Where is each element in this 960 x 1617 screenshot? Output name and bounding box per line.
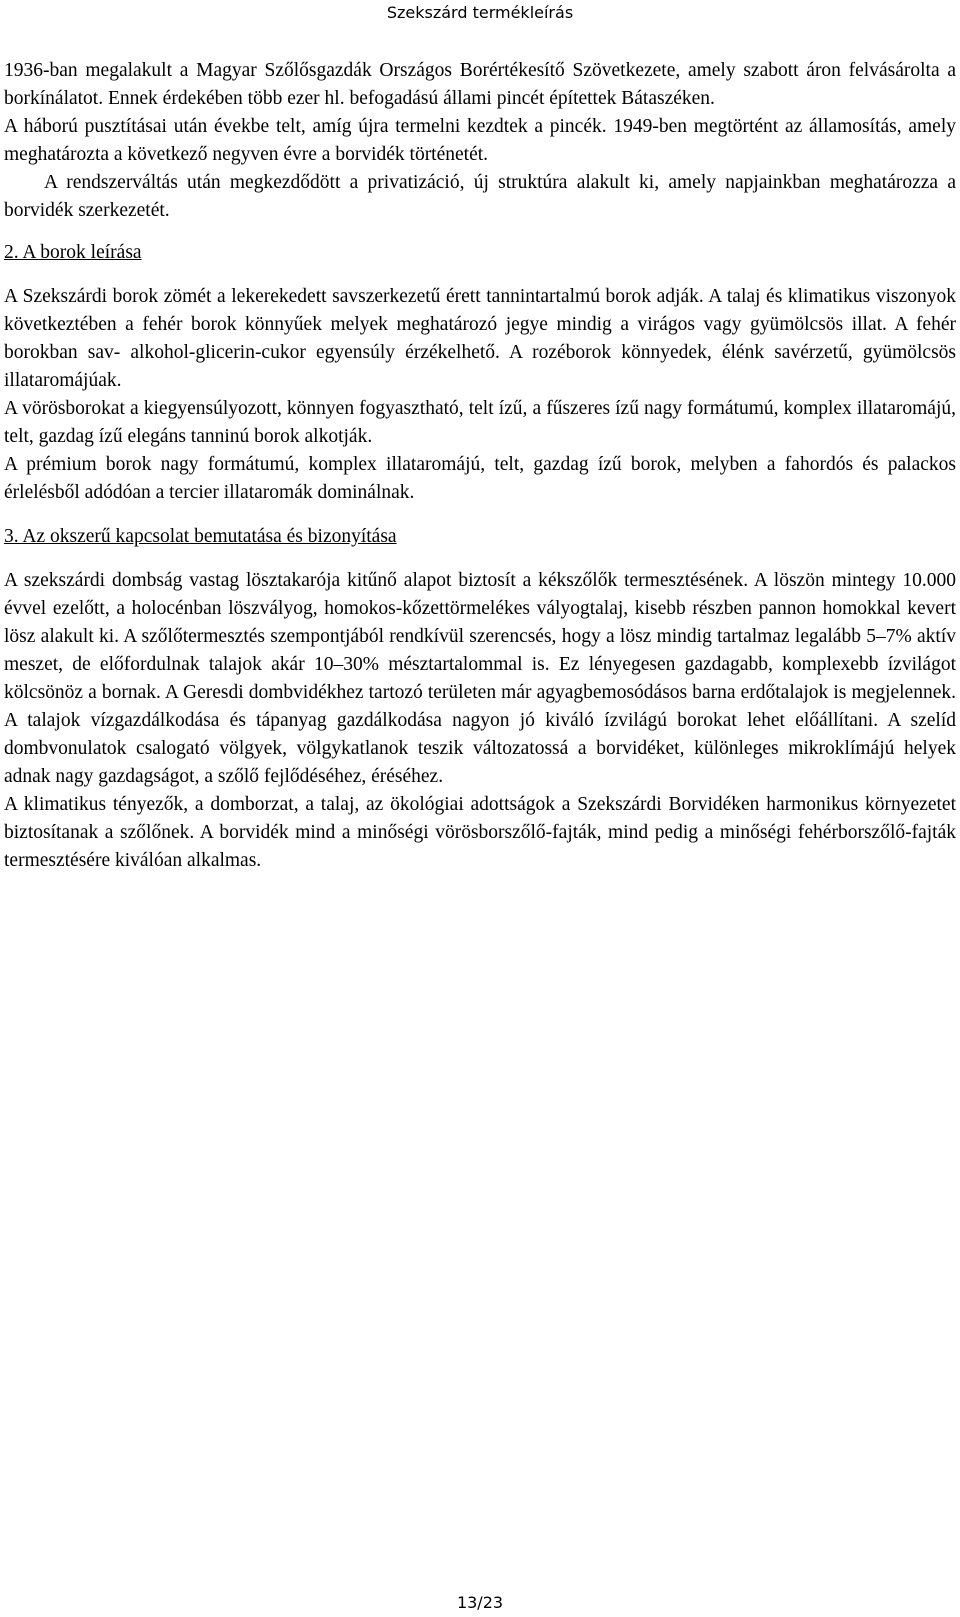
document-body xyxy=(4,57,956,875)
page-header-title: Szekszárd termékleírás xyxy=(386,3,574,22)
paragraph-history-3: A rendszerváltás után megkezdődött a privatizáció, új struktúra alakult ki, amely napjainkban meghatározza a borvidék szerkezetét. xyxy=(4,172,956,221)
paragraph-wine-description-1: A Szekszárdi borok zömét a lekerekedett savszerkezetű érett tannintartalmú borok adják. A talaj és klimatikus viszonyok következtében a fehér borok könnyűek melyek meghatározó jegye mindig a virágos vagy gyümölcsös illat. A fehér borokban sav- alkohol-glicerin-cukor egyensúly érzékelhető. A rozéborok könnyedek, élénk savérzetű, gyümölcsös illataromájúak. xyxy=(4,286,956,391)
paragraph-causal-link-2: A klimatikus tényezők, a domborzat, a talaj, az ökológiai adottságok a Szekszárdi Borvidéken harmonikus környezetet biztosítanak a szőlőnek. A borvidék mind a minőségi vörösborszőlő-fajták, mind pedig a minőségi fehérborszőlő-fajták termesztésére kiválóan alkalmas. xyxy=(4,794,956,871)
paragraph-wine-description-2: A vörösborokat a kiegyensúlyozott, könnyen fogyasztható, telt ízű, a fűszeres ízű nagy formátumú, komplex illataromájú, telt, gazdag ízű elegáns tanninú borok alkotják. xyxy=(4,398,956,447)
section-heading-causal-link: 3. Az okszerű kapcsolat bemutatása és bizonyítása xyxy=(4,526,397,547)
paragraph-causal-link-1: A szekszárdi dombság vastag lösztakarója kitűnő alapot biztosít a kékszőlők termesztésének. A löszön mintegy 10.000 évvel ezelőtt, a holocénban löszvályog, homokos-kőzettörmelékes vályogtalaj, kisebb részben pannon homokkal kevert lösz alakult ki. A szőlőtermesztés szempontjából rendkívül szerencsés, hogy a lösz mindig tartalmaz legalább 5–7% aktív meszet, de előfordulnak talajok akár 10–30% mésztartalommal is. Ez lényegesen gazdagabb, komplexebb ízvilágot kölcsönöz a bornak. A Geresdi dombvidékhez tartozó területen már agyagbemosódásos barna erdőtalajok is megjelennek. A talajok vízgazdálkodása és tápanyag gazdálkodása nagyon jó kiváló ízvilágú borokat lehet előállítani. A szelíd dombvonulatok csalogató völgyek, völgykatlanok teszik változatossá a borvidéket, különleges mikroklímájú helyek adnak nagy gazdagságot, a szőlő fejlődéséhez, éréséhez. xyxy=(4,570,956,787)
paragraph-wine-description-3: A prémium borok nagy formátumú, komplex illataromájú, telt, gazdag ízű borok, melyben a fahordós és palackos érlelésből adódóan a tercier illataromák dominálnak. xyxy=(4,454,956,503)
page-number: 13/23 xyxy=(456,1593,504,1612)
paragraph-history-2: A háború pusztításai után évekbe telt, amíg újra termelni kezdtek a pincék. 1949-ben megtörtént az államosítás, amely meghatározta a következő negyven évre a borvidék történetét. xyxy=(4,116,956,165)
section-heading-wine-description: 2. A borok leírása xyxy=(4,242,142,263)
paragraph-history-1: 1936-ban megalakult a Magyar Szőlősgazdák Országos Borértékesítő Szövetkezete, amely szabott áron felvásárolta a borkínálatot. Ennek érdekében több ezer hl. befogadású állami pincét építettek Bátaszéken. xyxy=(4,60,956,109)
